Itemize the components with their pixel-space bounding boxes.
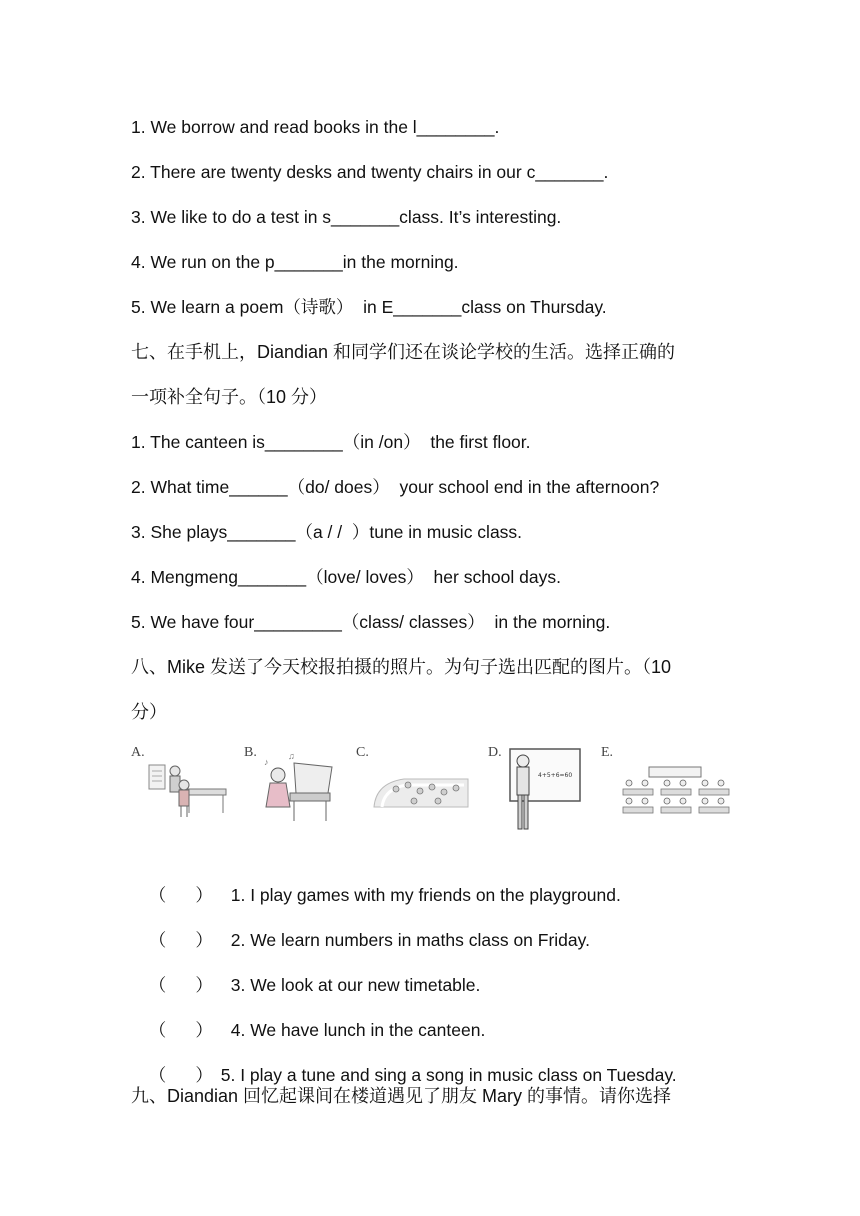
answer-blank[interactable]: （ ） — [148, 975, 213, 995]
part8-item-text: 5. I play a tune and sing a song in music class on Tuesday. — [220, 1065, 677, 1085]
section8-heading-line2: 分） — [131, 702, 167, 722]
section9-heading-line1: 九、Diandian 回忆起课间在楼道遇见了朋友 Mary 的事情。请你选择 — [131, 1086, 672, 1106]
picture-e-label: E. — [601, 745, 614, 760]
part8-item-2 — [139, 904, 590, 952]
picture-a-label: A. — [131, 745, 145, 760]
blackboard-text: 4+5+6=60 — [538, 772, 573, 779]
playground-children-picture — [356, 745, 471, 825]
classroom-timetable-picture — [131, 745, 231, 825]
section7-heading-line2: 一项补全句子。（10 分） — [131, 387, 328, 407]
part8-item-text: 4. We have lunch in the canteen. — [230, 1020, 486, 1040]
section8-heading-line1: 八、Mike 发送了今天校报拍摄的照片。为句子选出匹配的图片。（10 — [131, 657, 672, 677]
part6-item-5: 5. We learn a poem（诗歌） in E_______class on Thursday. — [131, 297, 607, 317]
answer-blank[interactable]: （ ） — [148, 930, 213, 950]
part8-item-text: 3. We look at our new timetable. — [230, 975, 481, 995]
picture-e — [601, 745, 751, 825]
answer-blank[interactable]: （ ） — [148, 885, 213, 905]
picture-c-label: C. — [356, 745, 369, 760]
svg-text:♫: ♫ — [288, 751, 295, 761]
canteen-lunch-picture — [601, 745, 751, 825]
part7-item-4: 4. Mengmeng_______（love/ loves） her school days. — [131, 567, 561, 587]
section7-heading-line1: 七、在手机上，Diandian 和同学们还在谈论学校的生活。选择正确的 — [131, 342, 676, 362]
part7-item-2: 2. What time______（do/ does） your school end in the afternoon? — [131, 477, 660, 497]
picture-b — [244, 745, 339, 825]
part8-item-4 — [139, 994, 485, 1042]
part6-item-4: 4. We run on the p_______in the morning. — [131, 252, 459, 272]
part7-item-5: 5. We have four_________（class/ classes） in the morning. — [131, 612, 611, 632]
part8-item-3 — [139, 949, 480, 997]
picture-options — [131, 745, 751, 840]
part6-item-3: 3. We like to do a test in s_______class. It’s interesting. — [131, 207, 562, 227]
picture-d — [488, 745, 603, 837]
picture-d-label: D. — [488, 745, 502, 760]
part6-item-2: 2. There are twenty desks and twenty chairs in our c_______. — [131, 162, 609, 182]
part7-item-1: 1. The canteen is________（in /on） the first floor. — [131, 432, 531, 452]
teacher-blackboard-picture — [488, 745, 603, 837]
svg-text:♪: ♪ — [264, 757, 269, 767]
part8-item-text: 1. I play games with my friends on the playground. — [230, 885, 621, 905]
girl-piano-picture — [244, 745, 339, 825]
part8-item-text: 2. We learn numbers in maths class on Friday. — [230, 930, 590, 950]
part6-item-1: 1. We borrow and read books in the l________. — [131, 117, 500, 137]
picture-b-label: B. — [244, 745, 257, 760]
part8-item-1 — [139, 859, 621, 907]
part8-item-5 — [139, 1039, 677, 1087]
part7-item-3: 3. She plays_______（a / / ）tune in music class. — [131, 522, 523, 542]
picture-a — [131, 745, 231, 825]
picture-c — [356, 745, 471, 825]
answer-blank[interactable]: （ ） — [148, 1065, 213, 1085]
answer-blank[interactable]: （ ） — [148, 1020, 213, 1040]
